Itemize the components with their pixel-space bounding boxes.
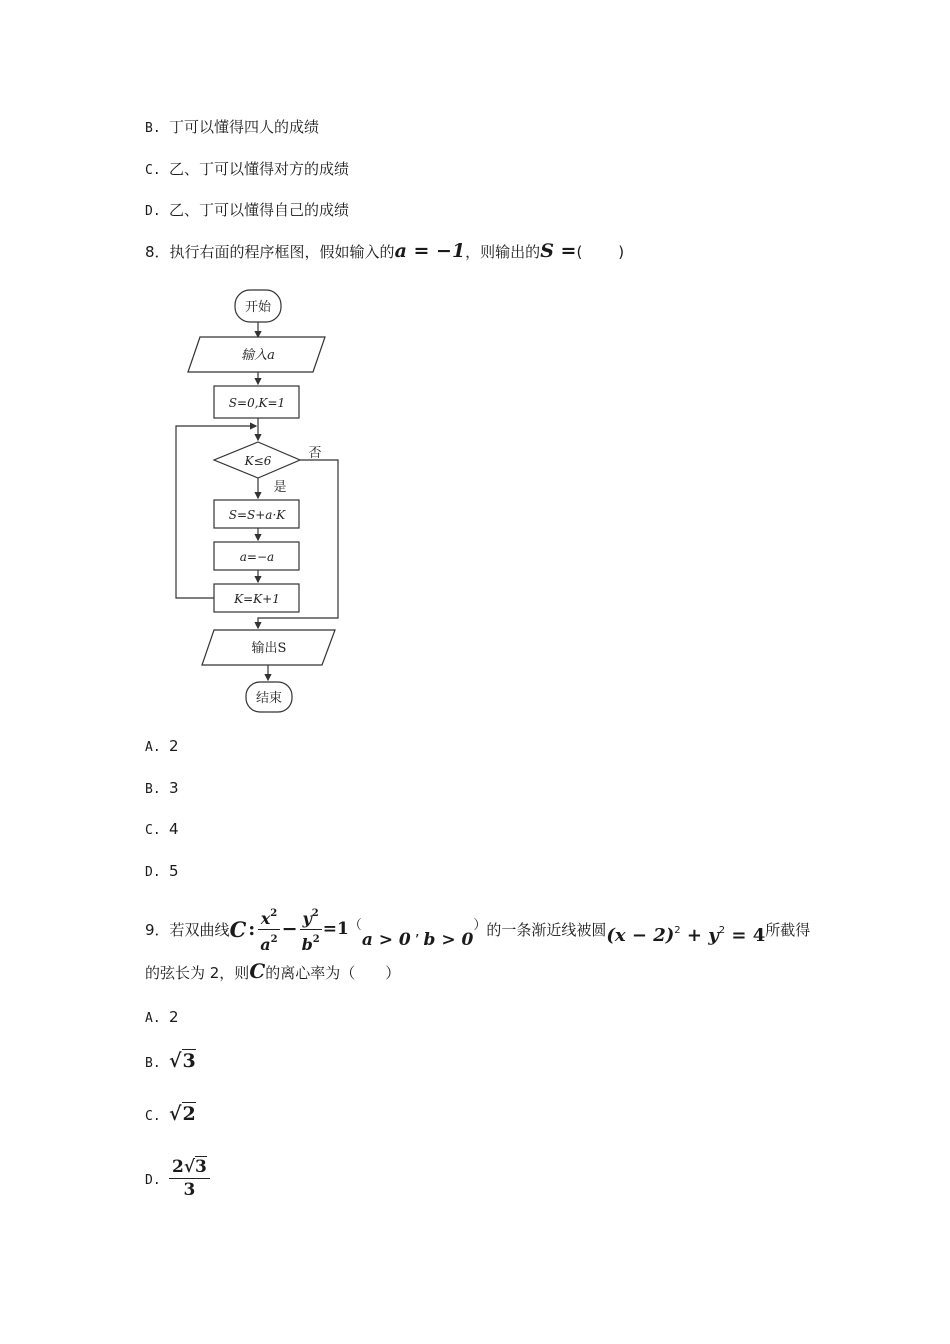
curve-name: C: [229, 916, 247, 942]
circle-lhs: (x − 2): [606, 924, 675, 946]
q9-stem-line1: [145, 902, 810, 956]
no-label: 否: [308, 446, 322, 461]
q8-option-d: [145, 862, 179, 880]
stem-text: ，则输出的: [465, 243, 541, 261]
circle-rhs: = 4: [725, 924, 766, 946]
question-number: 8．: [145, 243, 170, 261]
curve-name: C: [249, 959, 266, 983]
cond-comma: ’: [414, 931, 420, 949]
decision-label: K≤6: [244, 454, 272, 468]
radicand: 2: [182, 1103, 196, 1125]
exp: 2: [312, 933, 320, 945]
output-label: 输出S: [251, 641, 287, 656]
q8-option-c: [145, 820, 179, 838]
option-label: B.: [145, 782, 161, 797]
q9-option-b: [145, 1050, 196, 1072]
q8-option-b: [145, 779, 179, 797]
cond-b: b > 0: [423, 930, 474, 950]
step2-label: a=−a: [239, 550, 275, 564]
fraction-y: [299, 904, 323, 955]
option-text: 丁可以懂得四人的成绩: [169, 118, 320, 136]
sqrt-expression: √2: [169, 1103, 196, 1125]
end-label: 结束: [255, 691, 283, 706]
option-label: C.: [145, 1109, 161, 1124]
fraction-x: [257, 904, 280, 955]
exp: 2: [270, 907, 278, 919]
q9-option-d: [145, 1156, 210, 1201]
colon: :: [248, 918, 256, 940]
q7-option-b: [145, 116, 319, 137]
exp: 2: [311, 907, 319, 919]
yes-label: 是: [273, 480, 287, 495]
denominator: 3: [183, 1180, 196, 1200]
output-variable: S =: [540, 240, 577, 262]
input-condition: a = −1: [394, 240, 466, 262]
cond-open: （: [348, 918, 362, 933]
y-var: y: [302, 908, 312, 928]
question-number: 9．: [145, 920, 170, 939]
option-label: D.: [145, 865, 161, 880]
coefficient: 2: [172, 1157, 184, 1177]
minus: −: [281, 918, 298, 940]
option-label: D.: [145, 204, 161, 219]
stem-text: 的弦长为 2，则: [145, 964, 250, 982]
exp: 2: [718, 924, 726, 936]
q9-option-a: [145, 1008, 179, 1026]
circle-mid: + y: [680, 924, 719, 946]
sqrt-expression: √3: [169, 1050, 196, 1072]
option-text: 乙、丁可以懂得对方的成绩: [169, 160, 350, 178]
cond-close: ）: [473, 918, 487, 933]
option-text: 5: [169, 862, 179, 880]
option-text: 4: [169, 820, 179, 838]
option-text: 3: [169, 779, 179, 797]
option-text: 乙、丁可以懂得自己的成绩: [169, 201, 350, 219]
flowchart: [170, 285, 370, 720]
option-label: C.: [145, 163, 161, 178]
option-label: C.: [145, 823, 161, 838]
stem-text: 执行右面的程序框图，假如输入的: [169, 243, 395, 261]
step1-label: S=S+a·K: [228, 508, 286, 522]
q8-stem: [145, 240, 626, 262]
radicand: 3: [182, 1050, 196, 1072]
stem-text: 所截得: [765, 920, 811, 939]
b-var: b: [301, 934, 313, 954]
exp: 2: [270, 933, 278, 945]
init-label: S=0,K=1: [228, 396, 286, 410]
equals-one: =1: [322, 919, 349, 939]
start-label: 开始: [244, 300, 272, 315]
option-label: A.: [145, 1011, 161, 1026]
exp: 2: [674, 924, 681, 936]
q7-option-c: [145, 158, 349, 179]
answer-blank: ( ): [576, 243, 627, 261]
q9-option-c: [145, 1103, 196, 1125]
option-label: B.: [145, 121, 161, 136]
stem-text: 若双曲线: [169, 920, 230, 939]
option-label: A.: [145, 740, 161, 755]
option-text: 2: [169, 1008, 179, 1026]
a-var: a: [260, 934, 271, 954]
q8-option-a: [145, 737, 179, 755]
option-label: B.: [145, 1056, 161, 1071]
step3-label: K=K+1: [234, 592, 280, 606]
radicand: 3: [195, 1157, 207, 1177]
x-var: x: [260, 908, 271, 928]
q9-stem-line2: [145, 959, 400, 983]
cond-a: a > 0: [361, 930, 411, 950]
option-label: D.: [145, 1173, 161, 1188]
stem-text: 的离心率为（ ）: [265, 964, 401, 982]
fraction-answer: $\frac{2√3}{3}$: [169, 1156, 210, 1201]
stem-text: 的一条渐近线被圆: [486, 920, 607, 939]
q7-option-d: [145, 199, 349, 220]
input-label: 输入a: [241, 348, 275, 363]
option-text: 2: [169, 737, 179, 755]
